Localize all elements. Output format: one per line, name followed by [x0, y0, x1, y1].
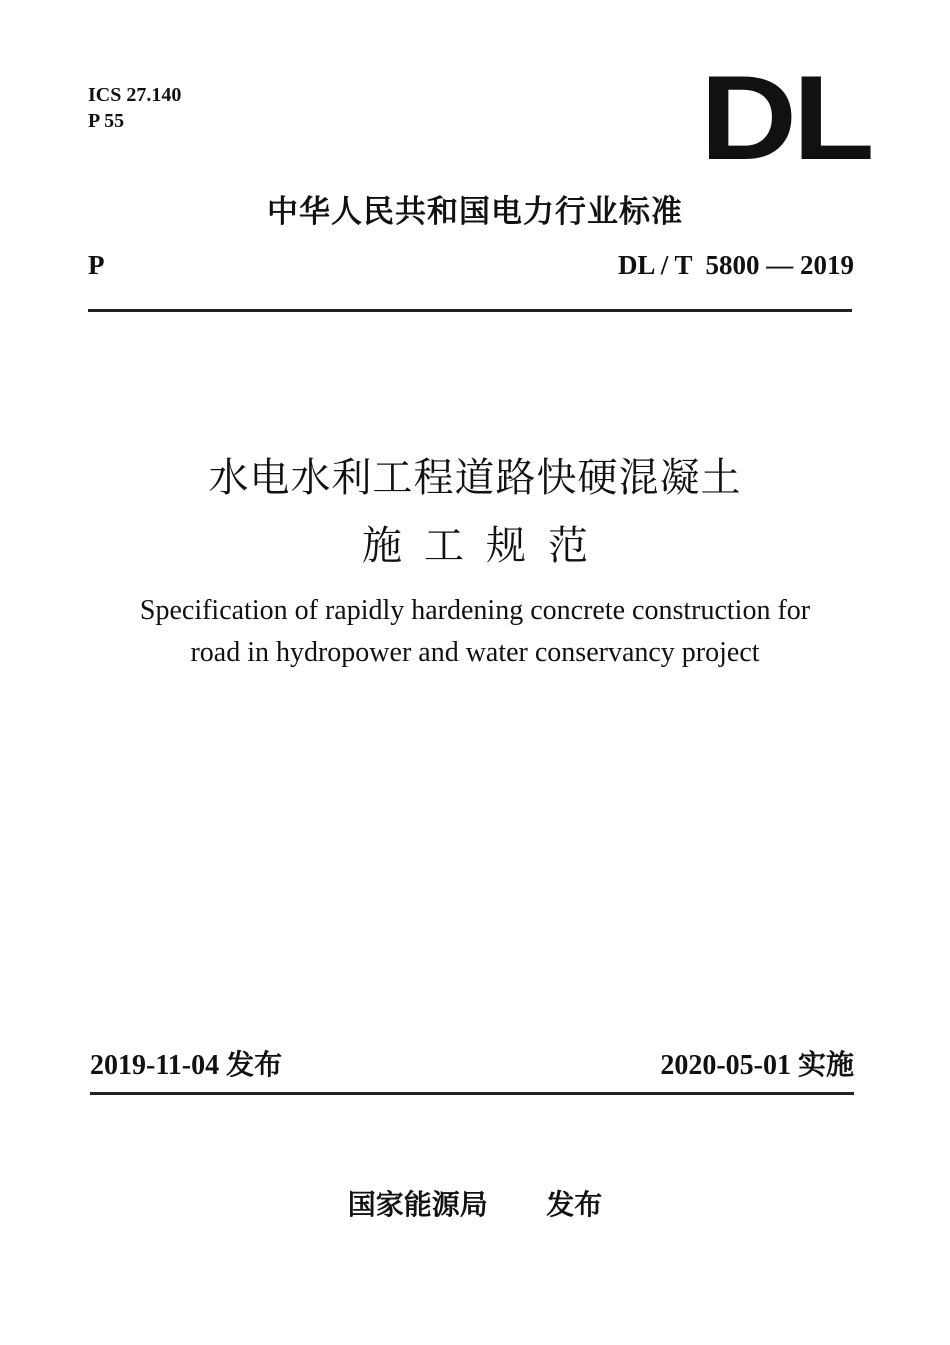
- implement-date-block: [660, 1043, 854, 1083]
- english-title: [0, 590, 950, 674]
- implement-date: 2020-05-01: [660, 1050, 791, 1081]
- issuer-block: [0, 1183, 950, 1223]
- dl-logo: DL: [700, 51, 871, 185]
- class-code: P 55: [88, 110, 125, 132]
- standard-category-title: 中华人民共和国电力行业标准: [267, 194, 683, 230]
- bottom-divider: [90, 1092, 854, 1095]
- issue-date-block: [90, 1043, 282, 1083]
- english-title-line-1: Specification of rapidly hardening concrete construction for: [139, 595, 811, 626]
- implement-label: 实施: [797, 1048, 854, 1081]
- chinese-title-line-2: 施工规范: [362, 523, 610, 569]
- top-divider: [88, 309, 852, 312]
- issue-label: 发布: [226, 1048, 283, 1081]
- ics-block: [88, 82, 181, 134]
- chinese-title-line-1: 水电水利工程道路快硬混凝土: [208, 455, 742, 501]
- issuer-label: 发布: [546, 1188, 603, 1221]
- standard-number: DL / T 5800 — 2019: [617, 250, 854, 280]
- category-letter: P: [88, 250, 105, 280]
- issue-date: 2019-11-04: [90, 1050, 220, 1081]
- ics-code: ICS 27.140: [88, 84, 182, 106]
- issuer-name: 国家能源局: [347, 1188, 488, 1221]
- english-title-line-2: road in hydropower and water conservancy project: [190, 637, 760, 668]
